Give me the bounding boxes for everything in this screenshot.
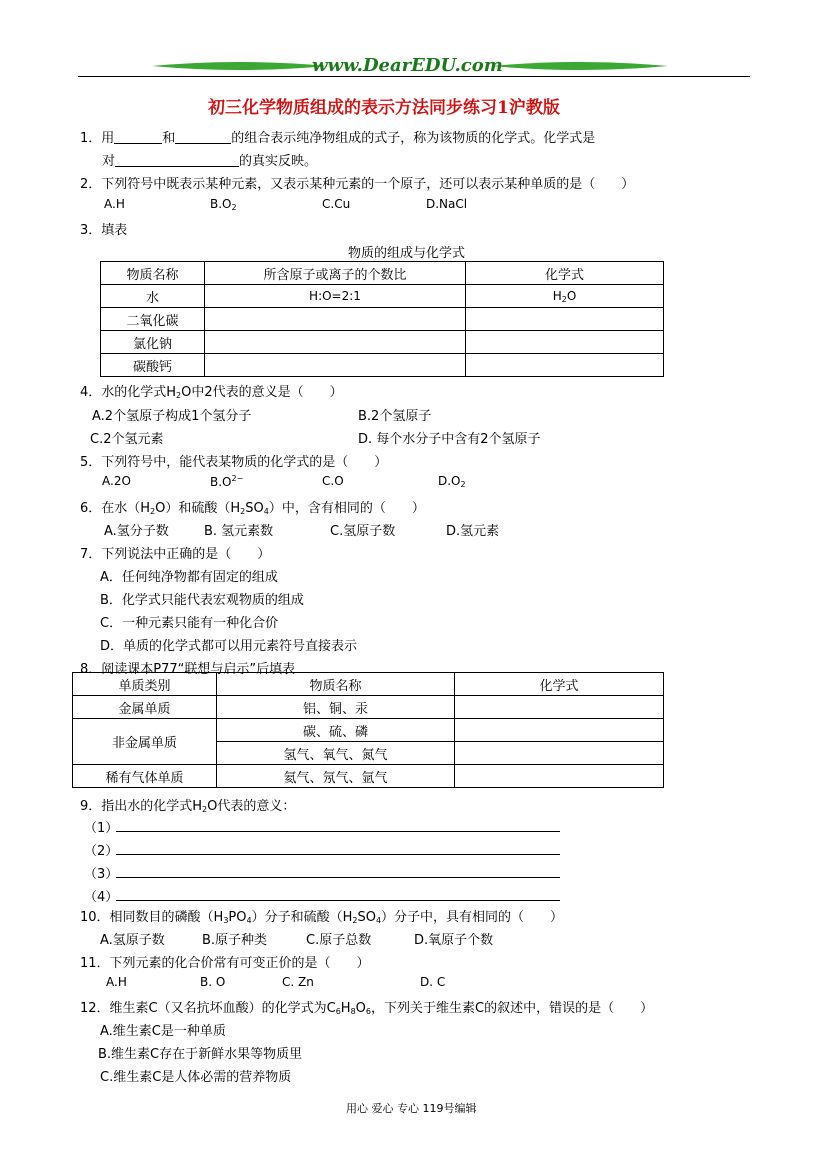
q12-option-c: C.维生素C是人体必需的营养物质 bbox=[100, 1070, 292, 1085]
q5-option-c: C.O bbox=[322, 474, 344, 488]
swoosh-left-icon bbox=[150, 54, 330, 78]
q7-option-b: B．化学式只能代表宏观物质的组成 bbox=[100, 593, 304, 608]
q6-option-d: D.氢元素 bbox=[446, 524, 500, 539]
q7-option-c: C．一种元素只能有一种化合价 bbox=[100, 616, 279, 631]
question-4: 4．水的化学式$H_2O$中2代表的意义是（ ） bbox=[80, 385, 343, 400]
question-8: 8．阅读课本P77“联想与启示”后填表 bbox=[80, 662, 296, 677]
q11-option-d: D. C bbox=[420, 975, 446, 989]
question-2: 2．下列符号中既表示某种元素，又表示某种元素的一个原子，还可以表示某种单质的是（ ） bbox=[80, 177, 635, 192]
table-cell: $H_2O$ bbox=[466, 285, 664, 308]
question-12: 12．维生素C（又名抗坏血酸）的化学式为$C_6H_8O_6$，下列关于维生素C的叙述中，错误的是（ ） bbox=[80, 1001, 654, 1016]
table-header: 物质名称 bbox=[101, 262, 205, 285]
q12-option-a: A.维生素C是一种单质 bbox=[100, 1024, 226, 1039]
header-banner bbox=[150, 54, 670, 78]
question-6: 6．在水$(H_2O)$和硫酸$(H_2SO_4)$中，含有相同的（ ） bbox=[80, 501, 425, 516]
q10-option-c: C.原子总数 bbox=[306, 933, 372, 948]
answer-line[interactable] bbox=[116, 900, 560, 901]
q3-table-caption: 物质的组成与化学式 bbox=[348, 246, 466, 261]
table-header: 化学式 bbox=[466, 262, 664, 285]
table-header: 单质类别 bbox=[73, 673, 217, 696]
q11-option-b: B. O bbox=[200, 975, 226, 989]
q4-option-b: B.2个氢原子 bbox=[358, 409, 432, 424]
site-logo-text: www.DearEDU.com bbox=[312, 55, 503, 76]
q2-option-c: C.Cu bbox=[322, 197, 351, 211]
table-cell[interactable] bbox=[466, 354, 664, 377]
q6-option-a: A.氢分子数 bbox=[104, 524, 169, 539]
table-header: 物质名称 bbox=[217, 673, 455, 696]
table-cell: H:O=2:1 bbox=[205, 285, 466, 308]
table-cell[interactable] bbox=[455, 765, 664, 788]
question-5: 5．下列符号中，能代表某物质的化学式的是（ ） bbox=[80, 455, 388, 470]
question-1-line2: 对 的真实反映。 bbox=[102, 154, 318, 169]
table-cell: 铝、铜、汞 bbox=[217, 696, 455, 719]
q11-option-a: A.H bbox=[106, 975, 127, 989]
table-cell: 碳、硫、磷 bbox=[217, 719, 455, 742]
q9-item-4: （4） bbox=[84, 890, 119, 905]
q5-option-a: A.2O bbox=[102, 474, 131, 488]
table-cell[interactable] bbox=[466, 308, 664, 331]
question-3: 3．填表 bbox=[80, 223, 128, 238]
table-cell[interactable] bbox=[455, 742, 664, 765]
elements-table bbox=[72, 672, 664, 788]
answer-line[interactable] bbox=[116, 877, 560, 878]
table-header: 所含原子或离子的个数比 bbox=[205, 262, 466, 285]
table-cell[interactable] bbox=[455, 696, 664, 719]
q4-option-c: C.2个氢元素 bbox=[90, 432, 164, 447]
swoosh-right-icon bbox=[490, 54, 670, 78]
q11-option-c: C. Zn bbox=[282, 975, 314, 989]
q5-option-b: $B.O^{2-}$ bbox=[210, 474, 244, 489]
table-cell: 金属单质 bbox=[73, 696, 217, 719]
table-header: 化学式 bbox=[455, 673, 664, 696]
q5-option-d: $D.O_2$ bbox=[438, 474, 466, 489]
q9-item-3: （3） bbox=[84, 867, 119, 882]
table-cell[interactable] bbox=[455, 719, 664, 742]
q2-option-b: $B.O_2$ bbox=[210, 197, 237, 212]
answer-line[interactable] bbox=[116, 831, 560, 832]
table-cell: 非金属单质 bbox=[73, 719, 217, 765]
table-cell[interactable] bbox=[205, 354, 466, 377]
table-cell: 稀有气体单质 bbox=[73, 765, 217, 788]
question-9: 9．指出水的化学式$H_2O$代表的意义： bbox=[80, 799, 296, 814]
table-cell: 氯化钠 bbox=[101, 331, 205, 354]
q4-option-d: D. 每个水分子中含有2个氢原子 bbox=[358, 432, 541, 447]
question-1: 1．用 和 的组合表示纯净物组成的式子，称为该物质的化学式。化学式是 bbox=[80, 131, 596, 146]
question-10: 10．相同数目的磷酸$(H_3PO_4)$分子和硫酸$(H_2SO_4)$分子中，具有相同的（ ） bbox=[80, 910, 564, 925]
table-cell: 氢气、氧气、氮气 bbox=[217, 742, 455, 765]
table-cell[interactable] bbox=[205, 308, 466, 331]
q9-item-2: （2） bbox=[84, 844, 119, 859]
q10-option-b: B.原子种类 bbox=[202, 933, 268, 948]
header-rule bbox=[78, 76, 750, 77]
q7-option-a: A．任何纯净物都有固定的组成 bbox=[100, 570, 278, 585]
answer-line[interactable] bbox=[116, 854, 560, 855]
q7-option-d: D．单质的化学式都可以用元素符号直接表示 bbox=[100, 639, 358, 654]
q6-option-c: C.氢原子数 bbox=[330, 524, 396, 539]
composition-table bbox=[100, 261, 664, 377]
q6-option-b: B. 氢元素数 bbox=[204, 524, 274, 539]
question-7: 7．下列说法中正确的是（ ） bbox=[80, 547, 271, 562]
q4-option-a: A.2个氢原子构成1个氢分子 bbox=[92, 409, 252, 424]
table-cell: 水 bbox=[101, 285, 205, 308]
page-title: 初三化学物质组成的表示方法同步练习1沪教版 bbox=[208, 98, 560, 118]
question-11: 11．下列元素的化合价常有可变正价的是（ ） bbox=[80, 956, 370, 971]
q10-option-d: D.氧原子个数 bbox=[414, 933, 494, 948]
table-cell: 二氧化碳 bbox=[101, 308, 205, 331]
q12-option-b: B.维生素C存在于新鲜水果等物质里 bbox=[98, 1047, 303, 1062]
q2-option-d: D.NaCl bbox=[426, 197, 468, 211]
table-cell: 氦气、氖气、氩气 bbox=[217, 765, 455, 788]
q9-item-1: （1） bbox=[84, 821, 119, 836]
table-cell[interactable] bbox=[466, 331, 664, 354]
table-cell[interactable] bbox=[205, 331, 466, 354]
footer-text: 用心 爱心 专心 119号编辑 bbox=[346, 1102, 477, 1115]
table-cell: 碳酸钙 bbox=[101, 354, 205, 377]
q10-option-a: A.氢原子数 bbox=[100, 933, 165, 948]
q2-option-a: A.H bbox=[104, 197, 125, 211]
